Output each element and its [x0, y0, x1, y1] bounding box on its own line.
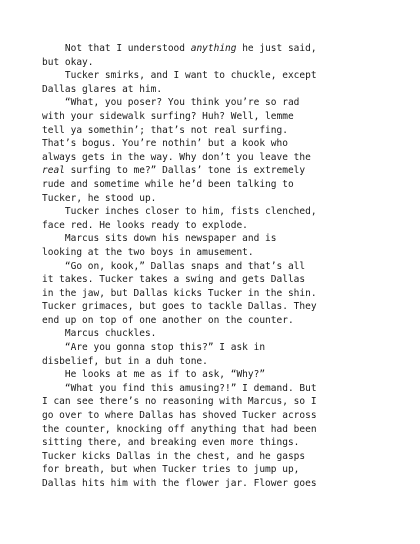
emphasis-text: real	[42, 165, 65, 177]
text-line: tell ya somethin’; that’s not real surfing.	[42, 124, 288, 136]
text-line: Tucker kicks Dallas in the chest, and he gasps	[42, 450, 306, 462]
text-line: with your sidewalk surfing? Huh? Well, lemme	[42, 110, 294, 122]
text-line: face red. He looks ready to explode.	[42, 219, 248, 231]
text-line: rude and sometime while he’d been talking to	[42, 178, 294, 190]
text-line: it takes. Tucker takes a swing and gets Dallas	[42, 274, 306, 286]
text-line: “What, you poser? You think you’re so rad	[42, 97, 300, 109]
text-line: “What you find this amusing?!” I demand. But	[42, 382, 317, 394]
text-line: sitting there, and breaking even more things.	[42, 437, 300, 449]
text-line: but okay.	[42, 56, 94, 68]
text-line: Not that I understood anything he just said,	[42, 43, 317, 54]
text-line: Dallas glares at him.	[42, 83, 163, 95]
text-line: end up on top of one another on the counter.	[42, 314, 294, 326]
text-line: “Are you gonna stop this?” I ask in	[42, 342, 266, 354]
text-line: disbelief, but in a duh tone.	[42, 355, 208, 367]
text-line: Tucker grimaces, but goes to tackle Dallas. They	[42, 301, 317, 313]
text-line: I can see there’s no reasoning with Marcus, so I	[42, 396, 317, 408]
text-line: Marcus chuckles.	[42, 328, 157, 340]
emphasis-text: anything	[190, 43, 237, 54]
text-line: He looks at me as if to ask, “Why?”	[42, 369, 266, 381]
text-line: That’s bogus. You’re nothin’ but a kook who	[42, 138, 288, 150]
text-line: always gets in the way. Why don’t you leave the	[42, 151, 311, 163]
text-line: looking at the two boys in amusement.	[42, 246, 254, 258]
text-line: real surfing to me?” Dallas’ tone is extremely	[42, 165, 306, 177]
text-line: in the jaw, but Dallas kicks Tucker in the shin.	[42, 287, 317, 299]
body-text	[42, 42, 382, 491]
text-line: Tucker smirks, and I want to chuckle, except	[42, 70, 317, 82]
text-line: Dallas hits him with the flower jar. Flower goes	[42, 478, 317, 489]
text-line: go over to where Dallas has shoved Tucker across	[42, 410, 317, 422]
text-line: Tucker inches closer to him, fists clenched,	[42, 206, 317, 218]
text-line: the counter, knocking off anything that had been	[42, 423, 317, 435]
text-line: “Go on, kook,” Dallas snaps and that’s all	[42, 260, 306, 272]
text-line: for breath, but when Tucker tries to jump up,	[42, 464, 300, 476]
text-line: Tucker, he stood up.	[42, 192, 157, 204]
text-line: Marcus sits down his newspaper and is	[42, 233, 277, 245]
